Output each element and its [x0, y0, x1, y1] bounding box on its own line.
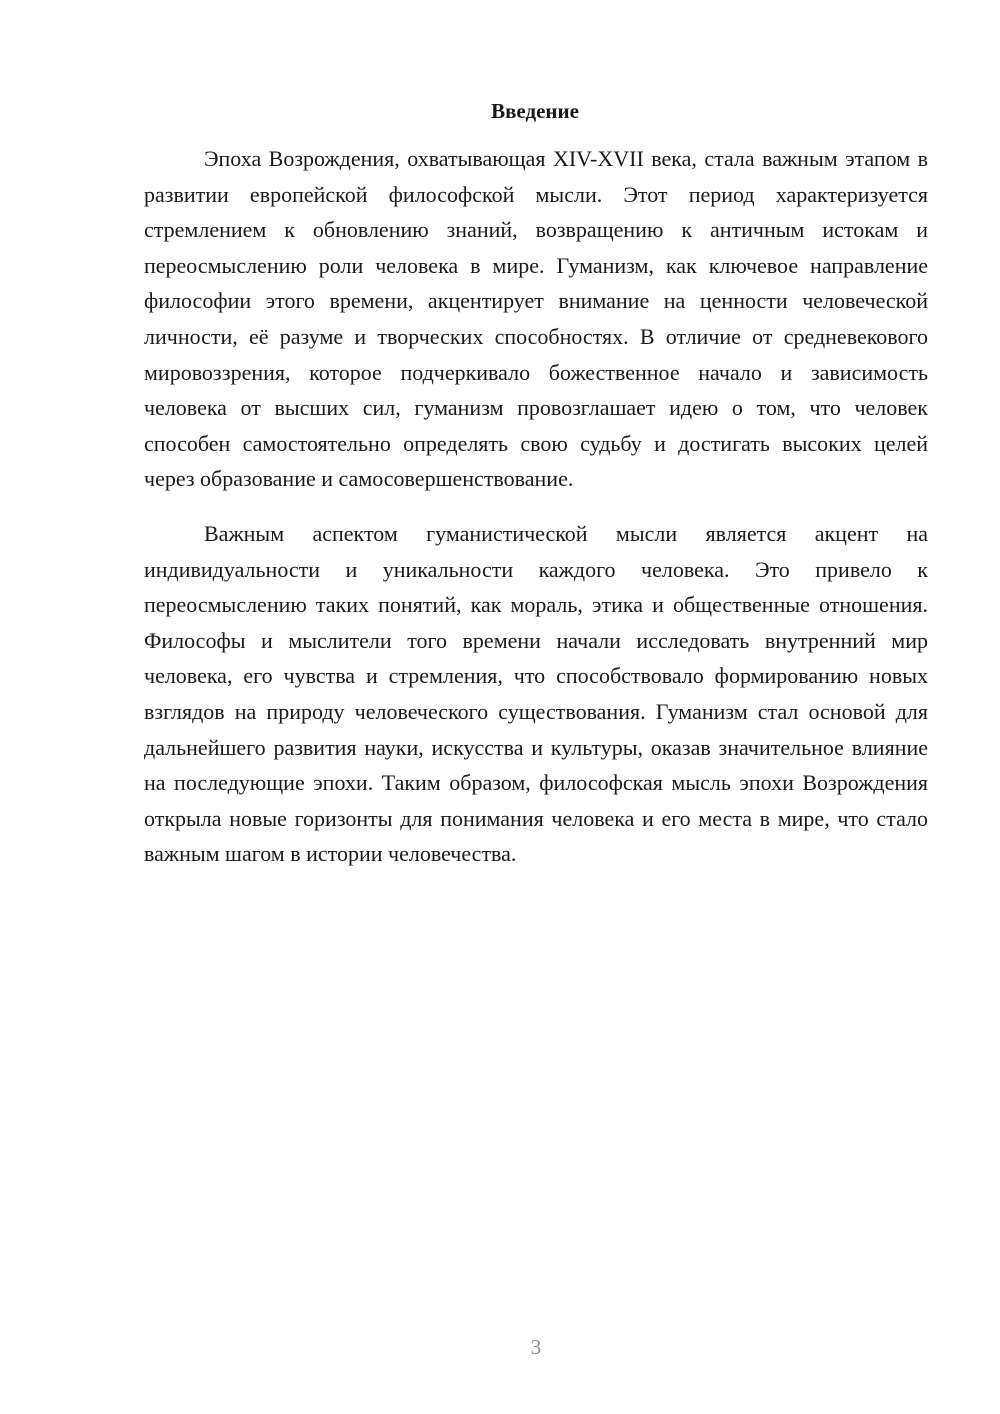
- page-title: Введение: [491, 99, 579, 123]
- paragraph-1: Эпоха Возрождения, охватывающая XIV-XVII века, стала важным этапом в развитии европейской философской мысли. Этот период характеризуется стремлением к обновлению знаний, возвращению к античным истокам и переосмыслению роли человека в мире. Гуманизм, как ключевое направление философии этого времени, акцентирует внимание на ценности человеческой личности, её разуме и творческих способностях. В отличие от средневекового мировоззрения, которое подчеркивало божественное начало и зависимость человека от высших сил, гуманизм провозглашает идею о том, что человек способен самостоятельно определять свою судьбу и достигать высоких целей через образование и самосовершенствование.: [144, 146, 928, 492]
- page-number: 3: [530, 1335, 542, 1359]
- document-body: [144, 141, 928, 872]
- paragraph-2: Важным аспектом гуманистической мысли является акцент на индивидуальности и уникальности каждого человека. Это привело к переосмыслению таких понятий, как мораль, этика и общественные отношения. Философы и мыслители того времени начали исследовать внутренний мир человека, его чувства и стремления, что способствовало формированию новых взглядов на природу человеческого существования. Гуманизм стал основой для дальнейшего развития науки, искусства и культуры, оказав значительное влияние на последующие эпохи. Таким образом, философская мысль эпохи Возрождения открыла новые горизонты для понимания человека и его места в мире, что стало важным шагом в истории человечества.: [144, 520, 928, 867]
